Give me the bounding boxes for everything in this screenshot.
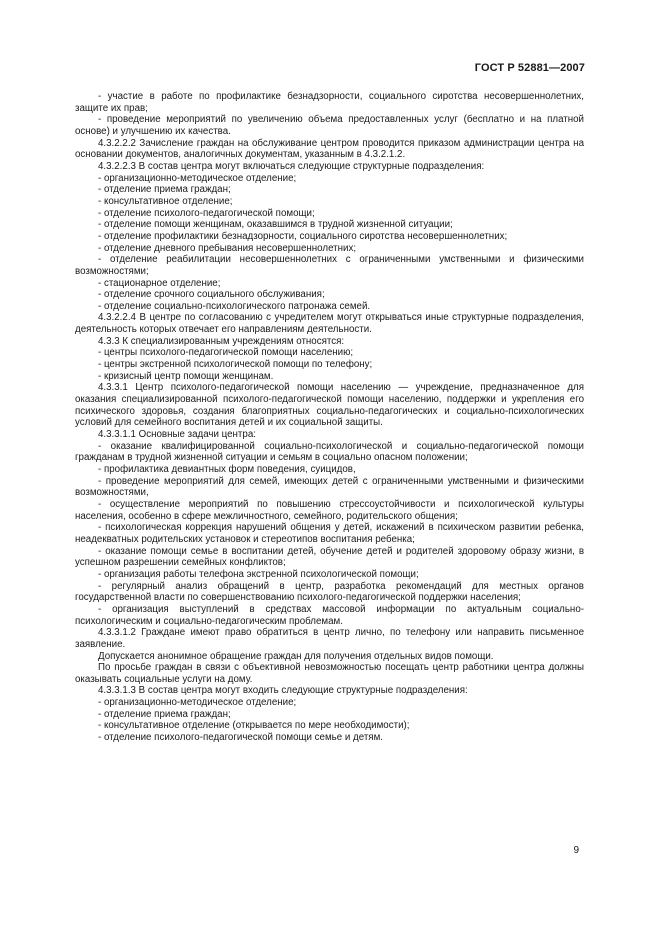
standard-designation: ГОСТ Р 52881—2007 — [474, 62, 585, 74]
list-item: - отделение помощи женщинам, оказавшимся в трудной жизненной ситуации; — [98, 219, 453, 231]
list-item: - консультативное отделение; — [98, 195, 233, 207]
page-number: 9 — [573, 845, 579, 856]
list-item: - отделение приема граждан; — [98, 708, 231, 720]
list-item: - оказание квалифицированной социально-психологической и социально-педагогической помощи гражданам в трудной жизненной ситуации и семьям в социально опасном положении; — [75, 440, 584, 464]
paragraph: Допускается анонимное обращение граждан для получения отдельных видов помощи. — [98, 650, 494, 662]
list-item: - оказание помощи семье в воспитании детей, обучение детей и родителей здоровому образу жизни, в успешном разрешении семейных конфликтов; — [75, 545, 584, 569]
document-body — [75, 91, 584, 744]
paragraph: 4.3.3 К специализированным учреждениям относятся: — [98, 335, 345, 347]
list-item: - отделение психолого-педагогической помощи; — [98, 207, 315, 219]
list-item: - консультативное отделение (открывается по мере необходимости); — [98, 720, 410, 732]
list-item: - организационно-методическое отделение; — [98, 697, 297, 709]
list-item: - отделение социально-психологического патронажа семей. — [98, 300, 371, 312]
list-item: - центры экстренной психологической помощи по телефону; — [98, 359, 373, 371]
paragraph: 4.3.2.2.3 В состав центра могут включаться следующие структурные подразделения: — [98, 160, 485, 172]
paragraph: - участие в работе по профилактике безнадзорности, социального сиротства несовершеннолетних, защите их прав; — [75, 91, 584, 114]
list-item: - кризисный центр помощи женщинам. — [98, 370, 274, 382]
list-item: - отделение профилактики безнадзорности, социального сиротства несовершеннолетних; — [98, 230, 508, 242]
list-item: - психологическая коррекция нарушений общения у детей, искажений в психическом развитии ребенка, неадекватных родительских установок и стереотипов воспитания ребенка; — [75, 522, 584, 545]
list-item: - проведение мероприятий для семей, имеющих детей с ограниченными умственными и физическими возможностями, — [75, 475, 584, 499]
paragraph: - проведение мероприятий по увеличению объема предоставленных услуг (бесплатно и на платной основе) и улучшению их качества. — [75, 114, 584, 137]
list-item: - организация работы телефона экстренной психологической помощи; — [98, 568, 419, 580]
paragraph: 4.3.3.1 Центр психолого-педагогической помощи населению — учреждение, предназначенное для оказания специализированной психолого-педагогической помощи населению, поддержки и укрепления его психического здоровья, создания благоприятных социально-педагогических и социально-психологических условий для семейного воспитания детей и их социальной защиты. — [75, 382, 584, 429]
list-item: - регулярный анализ обращений в центр, разработка рекомендаций для местных органов государственной власти по совершенствованию психолого-педагогической поддержки населения; — [75, 580, 584, 604]
list-item: - отделение срочного социального обслуживания; — [98, 289, 325, 301]
list-item: - организация выступлений в средствах массовой информации по актуальным социально-психологическим и социально-педагогическим проблемам. — [75, 603, 584, 627]
list-item: - отделение реабилитации несовершеннолетних с ограниченными умственными и физическими возможностями; — [75, 254, 584, 277]
list-item: - отделение дневного пребывания несовершеннолетних; — [98, 242, 357, 254]
list-item: - организационно-методическое отделение; — [98, 172, 297, 184]
paragraph: 4.3.3.1.3 В состав центра могут входить следующие структурные подразделения: — [98, 685, 468, 697]
list-item: - профилактика девиантных форм поведения, суицидов, — [98, 464, 356, 475]
paragraph: 4.3.2.2.4 В центре по согласованию с учредителем могут открываться иные структурные подразделения, деятельность которых отвечает его направлениям деятельности. — [75, 312, 584, 336]
list-item: - стационарное отделение; — [98, 277, 221, 289]
list-item: - отделение приема граждан; — [98, 184, 231, 196]
paragraph: 4.3.3.1.2 Граждане имеют право обратиться в центр лично, по телефону или направить письменное заявление. — [75, 627, 584, 650]
paragraph: 4.3.2.2.2 Зачисление граждан на обслуживание центром проводится приказом администрации центра на основании документов, аналогичных документам, указанным в 4.3.2.1.2. — [75, 137, 584, 161]
paragraph: По просьбе граждан в связи с объективной невозможностью посещать центр работники центра должны оказывать социальные услуги на дому. — [75, 662, 584, 685]
paragraph: 4.3.3.1.1 Основные задачи центра: — [98, 429, 256, 441]
list-item: - отделение психолого-педагогической помощи семье и детям. — [98, 732, 383, 744]
list-item: - осуществление мероприятий по повышению стрессоустойчивости и психологической культуры населения, особенно в сфере межличностного, семейного, родительского общения; — [75, 498, 584, 522]
list-item: - центры психолого-педагогической помощи населению; — [98, 347, 354, 359]
